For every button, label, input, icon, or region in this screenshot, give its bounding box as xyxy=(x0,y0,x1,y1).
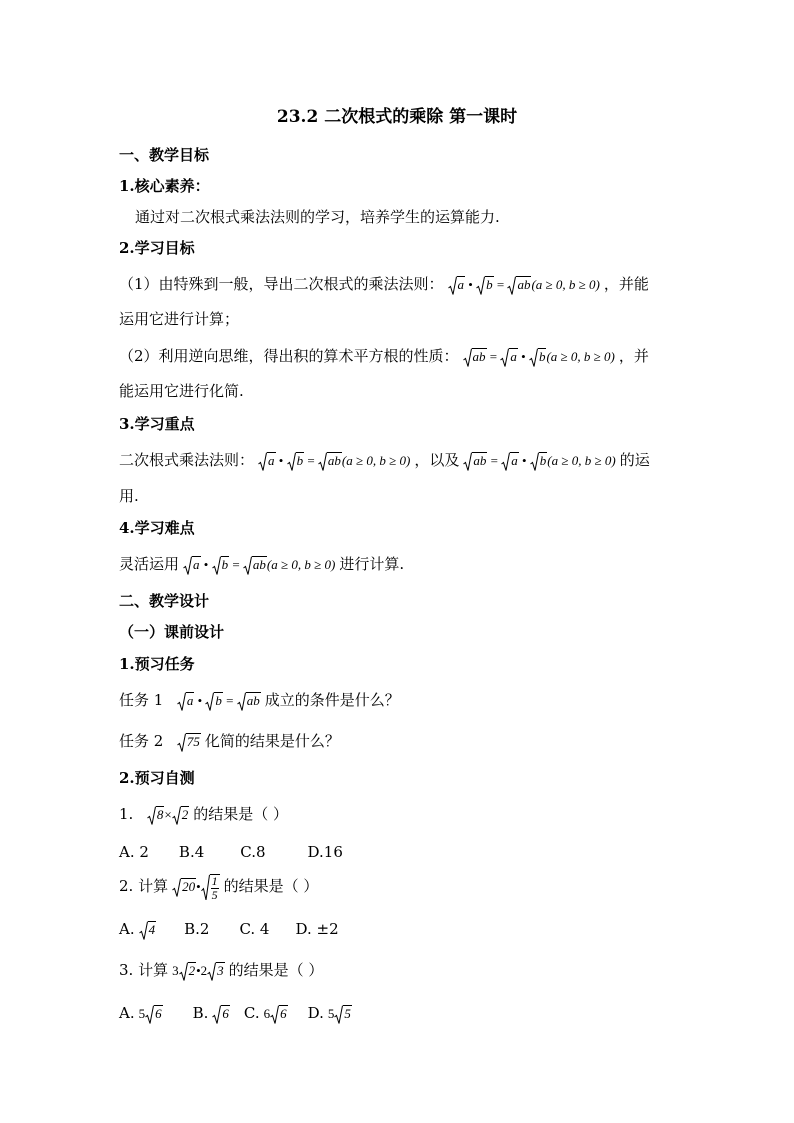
option-d: D. ±2 xyxy=(295,920,339,938)
goal-1-line xyxy=(119,274,649,296)
question-2-number: 2. 计算 xyxy=(119,877,169,895)
radicand: ab xyxy=(327,453,341,469)
heading-preview-tasks: 1.预习任务 xyxy=(119,655,195,673)
sqrt-a xyxy=(183,556,201,576)
option-a-value xyxy=(139,922,157,937)
goal-1-suffix: ，并能 xyxy=(603,275,649,293)
formula-q1 xyxy=(147,807,189,822)
sqrt-ab xyxy=(318,452,342,472)
option-d: D.16 xyxy=(307,843,343,861)
coefficient: 5 xyxy=(138,1006,146,1021)
section-heading-objectives: 一、教学目标 xyxy=(119,146,210,164)
equals-sign: = xyxy=(489,349,498,364)
sqrt-3 xyxy=(207,962,225,982)
question-2-options xyxy=(119,919,339,941)
sqrt-ab xyxy=(507,276,531,296)
radical-sign xyxy=(139,921,148,941)
radicand: 8 xyxy=(156,807,164,823)
sqrt-b xyxy=(530,452,548,472)
radical-sign xyxy=(334,1005,343,1025)
goal-2-line-2: 能运用它进行化简. xyxy=(119,382,244,400)
numerator: 1 xyxy=(211,874,218,889)
condition: (a ≥ 0, b ≥ 0) xyxy=(547,453,616,468)
radicand: 6 xyxy=(280,1006,287,1022)
radicand: ab xyxy=(246,693,260,709)
radical-sign xyxy=(500,348,509,368)
goal-2-line xyxy=(119,346,649,368)
coefficient: 3 xyxy=(172,963,179,978)
option-b: B.4 xyxy=(178,843,205,861)
radical-sign xyxy=(530,452,539,472)
question-3 xyxy=(119,960,323,982)
dot-operator: • xyxy=(521,453,527,468)
difficulty-line xyxy=(119,554,404,576)
radical-sign xyxy=(145,1005,154,1025)
times-operator: × xyxy=(164,807,172,822)
heading-pre-class: （一）课前设计 xyxy=(119,623,225,641)
equals-sign: = xyxy=(307,453,315,468)
question-1-number: 1. xyxy=(119,805,134,823)
dot-operator: • xyxy=(196,879,201,894)
radicand: 6 xyxy=(155,1006,162,1022)
task-2-suffix: 化简的结果是什么？ xyxy=(204,732,340,750)
radicand: ab xyxy=(473,453,487,469)
radical-sign xyxy=(212,556,221,576)
formula-product-property xyxy=(463,349,615,364)
radicand: b xyxy=(538,349,546,365)
dot-operator: • xyxy=(278,453,284,468)
sqrt-b xyxy=(205,692,223,712)
key-point-line xyxy=(119,450,650,472)
radical-sign xyxy=(318,452,327,472)
task-1-line xyxy=(119,690,400,712)
heading-learning-goals: 2.学习目标 xyxy=(119,239,195,257)
radical-sign xyxy=(270,1005,279,1025)
coefficient: 2 xyxy=(200,963,208,978)
dot-operator: • xyxy=(521,349,526,364)
radical-sign xyxy=(177,733,186,753)
formula-q2 xyxy=(172,874,220,903)
radicand: a xyxy=(510,349,517,365)
option-a: A. xyxy=(119,1004,135,1022)
option-d: D. xyxy=(307,1004,324,1022)
sqrt-a xyxy=(501,452,519,472)
condition: (a ≥ 0, b ≥ 0) xyxy=(266,557,336,572)
difficulty-suffix: 进行计算. xyxy=(339,555,405,573)
sqrt-2 xyxy=(179,962,197,982)
sqrt-6 xyxy=(270,1005,288,1025)
sqrt-8 xyxy=(147,806,165,826)
key-prefix: 二次根式乘法法则： xyxy=(119,451,255,469)
radical-sign xyxy=(212,1005,221,1025)
sqrt-ab xyxy=(463,348,487,368)
formula-product-property xyxy=(463,453,615,468)
radicand: a xyxy=(186,693,194,709)
key-point-line-2: 用. xyxy=(119,487,139,505)
option-c: C.8 xyxy=(240,843,266,861)
radicand: 3 xyxy=(217,963,224,979)
radicand: a xyxy=(457,277,465,293)
radicand: b xyxy=(296,453,304,469)
equals-sign: = xyxy=(226,693,234,708)
question-1 xyxy=(119,804,288,826)
question-3-options xyxy=(119,1003,356,1025)
radicand: b xyxy=(539,453,547,469)
radicand: b xyxy=(221,557,229,573)
option-b: B.2 xyxy=(184,920,210,938)
radicand: 20 xyxy=(182,879,196,895)
radical-sign xyxy=(179,962,188,982)
dot-operator: • xyxy=(203,557,209,572)
option-d-value xyxy=(328,1006,352,1021)
task-1-suffix: 成立的条件是什么？ xyxy=(264,691,400,709)
coefficient: 5 xyxy=(327,1006,335,1021)
denominator: 5 xyxy=(211,888,218,903)
task-2-label: 任务 2 xyxy=(119,732,164,750)
sqrt-20 xyxy=(172,878,196,898)
option-a-value xyxy=(139,1006,163,1021)
radicand: 2 xyxy=(188,963,196,979)
radical-sign xyxy=(507,276,516,296)
radical-sign xyxy=(183,556,192,576)
radical-sign xyxy=(201,874,210,902)
condition: (a ≥ 0, b ≥ 0) xyxy=(341,453,411,468)
section-heading-design: 二、教学设计 xyxy=(119,592,210,610)
task-1-label: 任务 1 xyxy=(119,691,164,709)
sqrt-4 xyxy=(139,921,157,941)
radical-sign xyxy=(463,348,472,368)
formula-product-rule xyxy=(258,453,410,468)
radical-sign xyxy=(205,692,214,712)
goal-2-prefix: （2）利用逆向思维，得出积的算术平方根的性质： xyxy=(119,347,459,365)
formula-product-rule xyxy=(177,693,261,708)
sqrt-b xyxy=(287,452,305,472)
radical-sign xyxy=(258,452,267,472)
question-2 xyxy=(119,873,318,902)
goal-2-suffix: ，并 xyxy=(618,347,649,365)
sqrt-a xyxy=(500,348,518,368)
page-title: 23.2 二次根式的乘除 第一课时 xyxy=(276,107,518,127)
sqrt-a xyxy=(448,276,466,296)
core-literacy-text: 通过对二次根式乘法法则的学习，培养学生的运算能力. xyxy=(135,208,500,226)
sqrt-a xyxy=(258,452,276,472)
question-1-options xyxy=(119,842,343,862)
radical-sign xyxy=(243,556,252,576)
radical-sign xyxy=(448,276,457,296)
heading-core-literacy: 1.核心素养： xyxy=(119,177,210,195)
equals-sign: = xyxy=(490,453,498,468)
coefficient: 6 xyxy=(263,1006,271,1021)
question-3-number: 3. 计算 xyxy=(119,961,169,979)
radical-sign xyxy=(463,452,472,472)
goal-1-prefix: （1）由特殊到一般，导出二次根式的乘法法则： xyxy=(119,275,444,293)
heading-key-points: 3.学习重点 xyxy=(119,415,195,433)
sqrt-b xyxy=(529,348,547,368)
question-1-suffix: 的结果是（ ） xyxy=(193,805,288,823)
condition: (a ≥ 0, b ≥ 0) xyxy=(546,349,615,364)
radicand: b xyxy=(215,693,222,709)
sqrt-ab xyxy=(243,556,267,576)
equals-sign: = xyxy=(496,277,505,292)
heading-difficulties: 4.学习难点 xyxy=(119,519,195,537)
key-suffix: 的运 xyxy=(619,451,650,469)
formula-product-rule xyxy=(183,557,335,572)
sqrt-ab xyxy=(237,692,261,712)
task-2-line xyxy=(119,731,340,753)
dot-operator: • xyxy=(197,693,203,708)
radicand: 4 xyxy=(148,922,156,938)
equals-sign: = xyxy=(232,557,240,572)
question-3-suffix: 的结果是（ ） xyxy=(228,961,324,979)
difficulty-prefix: 灵活运用 xyxy=(119,555,180,573)
question-2-suffix: 的结果是（ ） xyxy=(223,877,319,895)
sqrt-b xyxy=(476,276,494,296)
sqrt-b xyxy=(212,556,230,576)
fraction xyxy=(211,875,219,902)
formula-sqrt-75 xyxy=(177,734,201,749)
radicand: ab xyxy=(472,349,486,365)
radical-sign xyxy=(172,878,181,898)
radicand: 5 xyxy=(344,1006,351,1022)
formula-product-rule xyxy=(448,277,600,292)
option-b: B. xyxy=(192,1004,209,1022)
heading-self-test: 2.预习自测 xyxy=(119,769,195,787)
radicand: 2 xyxy=(181,807,189,823)
sqrt-75 xyxy=(177,733,201,753)
radicand: a xyxy=(268,453,275,469)
radical-sign xyxy=(287,452,296,472)
goal-1-line-2: 运用它进行计算； xyxy=(119,310,240,328)
radical-sign xyxy=(476,276,485,296)
sqrt-6 xyxy=(145,1005,163,1025)
radicand: 6 xyxy=(222,1006,229,1022)
radicand: 75 xyxy=(186,734,200,750)
dot-operator: • xyxy=(468,277,473,292)
radicand: ab xyxy=(517,277,531,293)
radical-sign xyxy=(147,806,156,826)
option-c: C. xyxy=(243,1004,260,1022)
option-a: A. xyxy=(119,920,135,938)
option-b-value xyxy=(212,1006,230,1021)
radical-sign xyxy=(501,452,510,472)
radical-sign xyxy=(177,692,186,712)
sqrt-ab xyxy=(463,452,487,472)
radicand: a xyxy=(511,453,518,469)
sqrt-5 xyxy=(334,1005,352,1025)
sqrt-6 xyxy=(212,1005,230,1025)
radicand: b xyxy=(486,277,493,293)
option-a: A. 2 xyxy=(119,843,149,861)
radical-sign xyxy=(529,348,538,368)
radical-sign xyxy=(207,962,216,982)
radical-sign xyxy=(237,692,246,712)
condition: (a ≥ 0, b ≥ 0) xyxy=(531,277,600,292)
dot-operator: • xyxy=(196,963,201,978)
radicand: a xyxy=(193,557,200,573)
key-mid: ，以及 xyxy=(414,451,460,469)
radical-sign xyxy=(172,806,181,826)
option-c: C. 4 xyxy=(239,920,270,938)
radicand: ab xyxy=(252,557,266,573)
option-c-value xyxy=(264,1006,288,1021)
sqrt-a xyxy=(177,692,195,712)
formula-q3 xyxy=(172,963,225,978)
sqrt-one-fifth xyxy=(201,874,220,902)
sqrt-2 xyxy=(172,806,190,826)
